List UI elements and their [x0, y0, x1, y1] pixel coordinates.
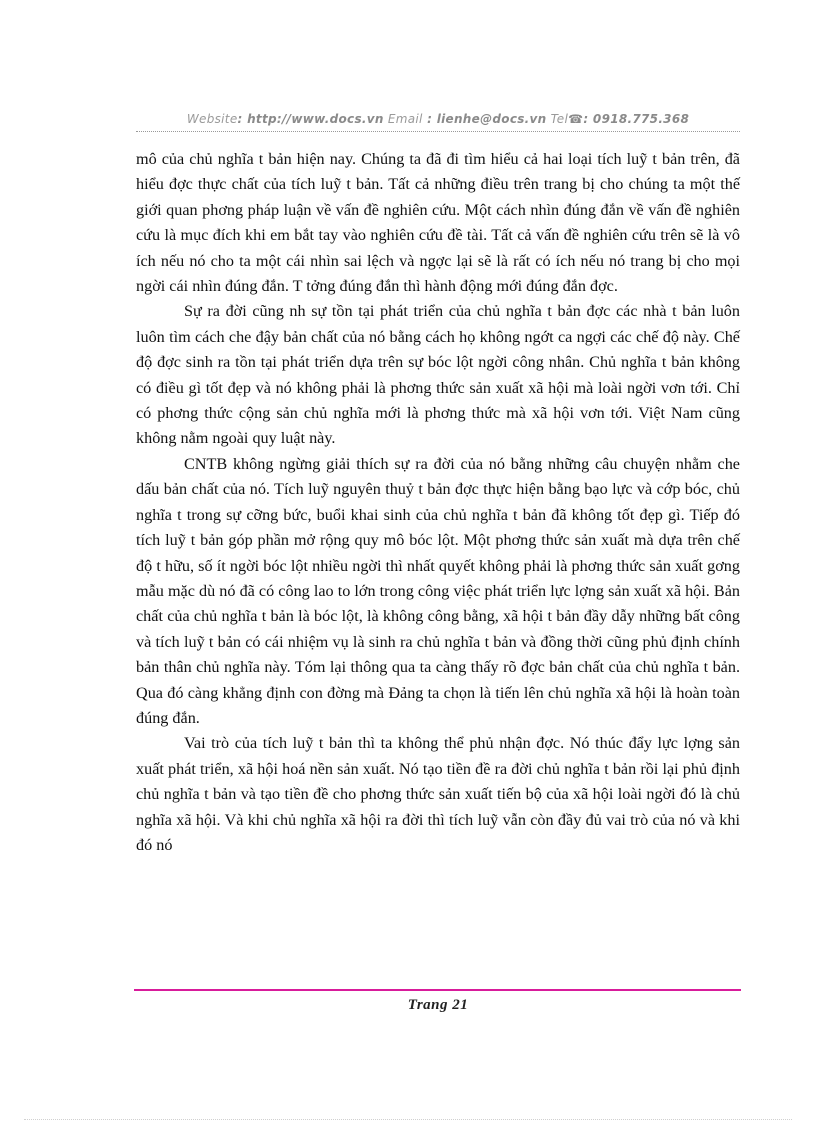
page-number: Trang 21: [407, 997, 469, 1013]
email-address: : lienhe@docs.vn: [422, 112, 547, 126]
tel-label: Tel: [550, 112, 569, 126]
tel-number: ☎: 0918.775.368: [568, 112, 690, 126]
header-divider: [136, 131, 740, 132]
paragraph-4: Vai trò của tích luỹ t bản thì ta không thể phủ nhận đợc. Nó thúc đẩy lực lợng sản xuất phát triển, xã hội hoá nền sản xuất. Nó tạo tiền đề ra đời chủ nghĩa t bản rồi lại phủ định chủ nghĩa t bản và tạo tiền đề cho phơng thức sản xuất tiến bộ của xã hội loài ngời đó là chủ nghĩa xã hội. Và khi chủ nghĩa xã hội ra đời thì tích luỹ vẫn còn đầy đủ vai trò của nó và khi đó nó: [136, 734, 740, 854]
document-body: [136, 147, 740, 858]
paragraph-1: mô của chủ nghĩa t bản hiện nay. Chúng ta đã đi tìm hiểu cả hai loại tích luỹ t bản trên, đã hiểu đợc thực chất của tích luỹ t bản. Tất cả những điều trên trang bị cho chúng ta một thế giới quan phơng pháp luận về vấn đề nghiên cứu. Một cách nhìn đúng đắn về vấn đề nghiên cứu là mục đích khi em bắt tay vào nghiên cứu đề tài. Tất cả vấn đề nghiên cứu trên sẽ là vô ích nếu nó cho ta một cái nhìn sai lệch và ngợc lại sẽ là rất có ích nếu nó trang bị cho mọi ngời cái nhìn đúng đắn. T tởng đúng đắn thì hành động mới đúng đắn đợc.: [136, 150, 740, 296]
footer-divider: [134, 989, 741, 991]
website-label: Website: [186, 112, 238, 126]
paragraph-3: CNTB không ngừng giải thích sự ra đời của nó bằng những câu chuyện nhằm che dấu bản chất của nó. Tích luỹ nguyên thuỷ t bản đợc thực hiện bằng bạo lực và cớp bóc, chủ nghĩa t trong sự cỡng bức, buổi khai sinh của chủ nghĩa t bản đã không tốt đẹp gì. Tiếp đó tích luỹ t bản góp phần mở rộng quy mô bóc lột. Một phơng thức sản xuất mà dựa trên chế độ t hữu, số ít ngời bóc lột nhiều ngời thì nhất quyết không phải là phơng thức sản xuất gơng mẫu mặc dù nó đã có công lao to lớn trong công việc phát triển lực lợng sản xuất xã hội. Bản chất của chủ nghĩa t bản là bóc lột, là không công bằng, xã hội t bản đầy dẫy những bất công và tích luỹ t bản có cái nhiệm vụ là sinh ra chủ nghĩa t bản và đồng thời cũng phủ định chính bản thân chủ nghĩa này. Tóm lại thông qua ta càng thấy rõ đợc bản chất của chủ nghĩa t bản. Qua đó càng khẳng định con đờng mà Đảng ta chọn là tiến lên chủ nghĩa xã hội là hoàn toàn đúng đắn.: [136, 454, 740, 727]
page-header: [136, 112, 740, 130]
email-label: Email: [387, 112, 423, 126]
website-url: : http://www.docs.vn: [237, 112, 384, 126]
paragraph-2: Sự ra đời cũng nh sự tồn tại phát triển của chủ nghĩa t bản đợc các nhà t bản luôn luôn tìm cách che đậy bản chất của nó bằng cách họ không ngớt ca ngợi các chế độ này. Chế độ đợc sinh ra tồn tại phát triển dựa trên sự bóc lột ngời công nhân. Chủ nghĩa t bản không có điều gì tốt đẹp và nó không phải là phơng thức sản xuất xã hội mà loài ngời vơn tới. Chỉ có phơng thức cộng sản chủ nghĩa mới là phơng thức mà xã hội vơn tới. Việt Nam cũng không nằm ngoài quy luật này.: [136, 302, 740, 448]
page-bottom-border: [24, 1119, 792, 1120]
